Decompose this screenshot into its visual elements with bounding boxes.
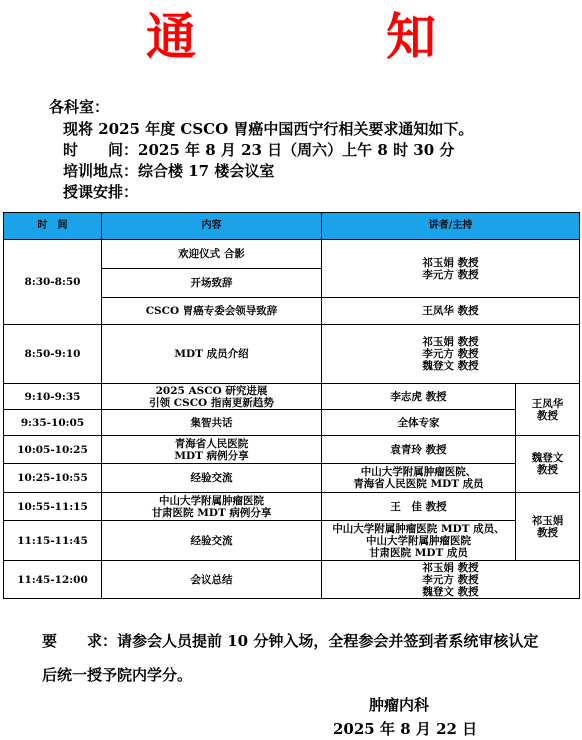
content-cell: 2025 ASCO 研究进展 引领 CSCO 指南更新趋势 bbox=[102, 384, 322, 410]
table-row bbox=[4, 521, 580, 561]
speaker-cell: 李志虎 教授 bbox=[322, 384, 516, 410]
venue-label: 培训地点： bbox=[63, 162, 139, 180]
time-cell: 11:15-11:45 bbox=[4, 521, 102, 561]
signature-dept: 肿瘤内科 bbox=[369, 696, 430, 714]
time-value: 2025 年 8 月 23 日（周六）上午 8 时 30 分 bbox=[138, 141, 455, 159]
table-row bbox=[4, 384, 580, 410]
time-line bbox=[63, 141, 454, 159]
time-cell: 10:05-10:25 bbox=[4, 436, 102, 464]
time-cell: 11:45-12:00 bbox=[4, 561, 102, 599]
content-cell: 经验交流 bbox=[102, 521, 322, 561]
content-cell: CSCO 胃癌专委会领导致辞 bbox=[102, 298, 322, 325]
time-cell: 8:30-8:50 bbox=[4, 240, 102, 325]
speaker-cell: 中山大学附属肿瘤医院 MDT 成员、 中山大学附属肿瘤医院 甘肃医院 MDT 成员 bbox=[322, 521, 516, 561]
table-row bbox=[4, 493, 580, 521]
speaker-cell: 中山大学附属肿瘤医院、 青海省人民医院 MDT 成员 bbox=[322, 464, 516, 493]
venue-line bbox=[63, 162, 274, 180]
table-row bbox=[4, 325, 580, 384]
content-cell: 欢迎仪式 合影 bbox=[102, 240, 322, 269]
notice-title: 通 知 bbox=[146, 7, 506, 66]
content-cell: 经验交流 bbox=[102, 464, 322, 493]
requirement-text: 要 求：请参会人员提前 10 分钟入场，全程参会并签到者系统审核认定后统一授予院内学分。 bbox=[42, 632, 539, 684]
table-header-row bbox=[4, 213, 580, 240]
table-row bbox=[4, 436, 580, 464]
header-speaker: 讲者/主持 bbox=[322, 213, 580, 240]
header-time: 时 间 bbox=[4, 213, 102, 240]
content-cell: 会议总结 bbox=[102, 561, 322, 599]
content-cell: 青海省人民医院 MDT 病例分享 bbox=[102, 436, 322, 464]
content-cell: MDT 成员介绍 bbox=[102, 325, 322, 384]
content-cell: 开场致辞 bbox=[102, 269, 322, 298]
speaker-cell: 祁玉娟 教授 李元方 教授 bbox=[322, 240, 580, 298]
time-label: 时 间： bbox=[63, 141, 139, 159]
time-cell: 10:25-10:55 bbox=[4, 464, 102, 493]
time-cell: 8:50-9:10 bbox=[4, 325, 102, 384]
content-cell: 集智共话 bbox=[102, 410, 322, 436]
host-cell: 王凤华 教授 bbox=[516, 384, 580, 436]
speaker-cell: 袁青玲 教授 bbox=[322, 436, 516, 464]
schedule-table bbox=[3, 212, 580, 599]
table-row bbox=[4, 410, 580, 436]
table-row bbox=[4, 240, 580, 269]
header-content: 内容 bbox=[102, 213, 322, 240]
table-row bbox=[4, 561, 580, 599]
speaker-cell: 王凤华 教授 bbox=[322, 298, 580, 325]
venue-value: 综合楼 17 楼会议室 bbox=[138, 162, 275, 180]
time-cell: 9:10-9:35 bbox=[4, 384, 102, 410]
speaker-cell: 王 佳 教授 bbox=[322, 493, 516, 521]
time-cell: 10:55-11:15 bbox=[4, 493, 102, 521]
signature-date: 2025 年 8 月 22 日 bbox=[333, 720, 478, 738]
host-cell: 魏登文 教授 bbox=[516, 436, 580, 493]
speaker-cell: 全体专家 bbox=[322, 410, 516, 436]
time-cell: 9:35-10:05 bbox=[4, 410, 102, 436]
table-row bbox=[4, 464, 580, 493]
speaker-cell: 祁玉娟 教授 李元方 教授 魏登文 教授 bbox=[322, 325, 580, 384]
schedule-label: 授课安排： bbox=[63, 183, 139, 201]
greeting: 各科室： bbox=[49, 98, 110, 116]
content-cell: 中山大学附属肿瘤医院 甘肃医院 MDT 病例分享 bbox=[102, 493, 322, 521]
speaker-cell: 祁玉娟 教授 李元方 教授 魏登文 教授 bbox=[322, 561, 580, 599]
intro-text: 现将 2025 年度 CSCO 胃癌中国西宁行相关要求通知如下。 bbox=[63, 120, 474, 138]
host-cell: 祁玉娟 教授 bbox=[516, 493, 580, 561]
